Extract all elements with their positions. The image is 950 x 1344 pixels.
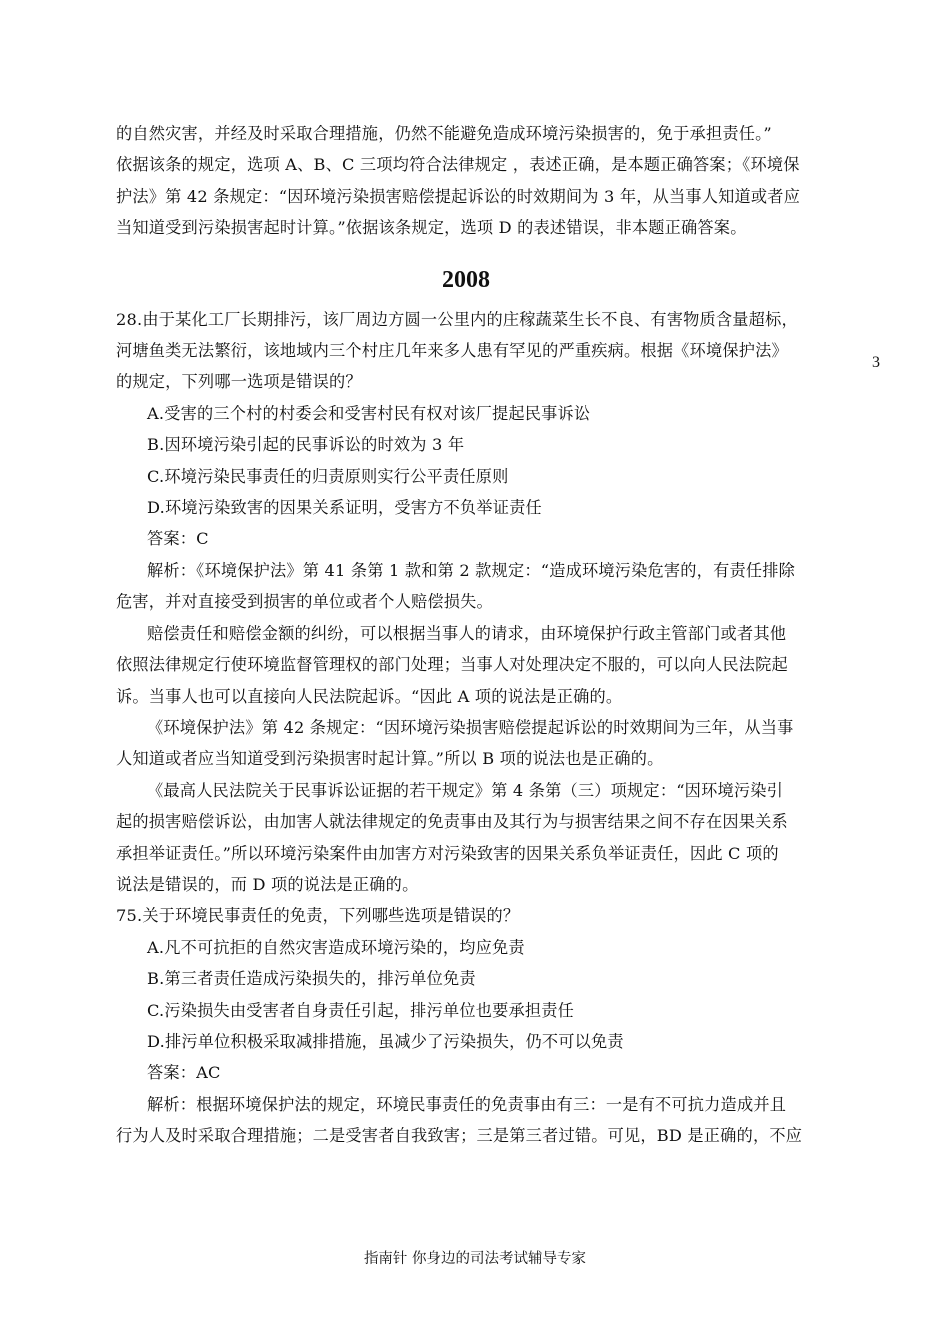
page-footer: 指南针 你身边的司法考试辅导专家	[363, 1251, 587, 1267]
text-line: 人知道或者应当知道受到污染损害时起计算。”所以 B 项的说法也是正确的。	[116, 749, 664, 769]
text-line: 依照法律规定行使环境监督管理权的部门处理；当事人对处理决定不服的，可以向人民法院起	[116, 655, 788, 675]
text-line: A.受害的三个村的村委会和受害村民有权对该厂提起民事诉讼	[147, 403, 591, 423]
text-line: 危害，并对直接受到损害的单位或者个人赔偿损失。	[116, 592, 493, 612]
text-line: 的规定，下列哪一选项是错误的？	[116, 372, 362, 392]
text-line: 《最高人民法院关于民事诉讼证据的若干规定》第 4 条第（三）项规定：“因环境污染引	[147, 780, 784, 800]
question-section	[116, 304, 816, 1152]
text-line: C.环境污染民事责任的归责原则实行公平责任原则	[147, 466, 509, 486]
text-line: D.排污单位积极采取减排措施，虽减少了污染损失，仍不可以免责	[147, 1031, 624, 1051]
text-line: 诉。当事人也可以直接向人民法院起诉。“因此 A 项的说法是正确的。	[116, 686, 623, 706]
text-line: 解析：根据环境保护法的规定，环境民事责任的免责事由有三：一是有不可抗力造成并且	[147, 1094, 787, 1114]
text-line: B.因环境污染引起的民事诉讼的时效为 3 年	[147, 435, 465, 455]
text-line: 《环境保护法》第 42 条规定：“因环境污染损害赔偿提起诉讼的时效期间为三年，从当事	[147, 717, 794, 737]
text-line: A.凡不可抗拒的自然灾害造成环境污染的，均应免责	[147, 937, 525, 957]
text-line: 起的损害赔偿诉讼，由加害人就法律规定的免责事由及其行为与损害结果之间不存在因果关系	[116, 812, 788, 832]
intro-paragraph	[116, 118, 816, 244]
text-line: 的自然灾害，并经及时采取合理措施，仍然不能避免造成环境污染损害的，免于承担责任。”	[116, 124, 772, 143]
text-line: 行为人及时采取合理措施；二是受害者自我致害；三是第三者过错。可见，BD 是正确的，不应	[116, 1126, 803, 1146]
text-line: 说法是错误的，而 D 项的说法是正确的。	[116, 874, 419, 894]
text-line: 河塘鱼类无法繁衍，该地域内三个村庄几年来多人患有罕见的严重疾病。根据《环境保护法》	[116, 341, 788, 361]
text-line: 答案：AC	[147, 1063, 221, 1083]
text-line: 28.由于某化工厂长期排污，该厂周边方圆一公里内的庄稼蔬菜生长不良、有害物质含量超标，	[116, 309, 798, 329]
text-line: 解析：《环境保护法》第 41 条第 1 款和第 2 款规定：“造成环境污染危害的，有责任排除	[147, 560, 796, 580]
text-line: 赔偿责任和赔偿金额的纠纷，可以根据当事人的请求，由环境保护行政主管部门或者其他	[147, 623, 787, 643]
text-line: 依据该条的规定，选项 A、B、C 三项均符合法律规定 ，表述正确，是本题正确答案；《环境保	[116, 155, 800, 175]
text-line: C.污染损失由受害者自身责任引起，排污单位也要承担责任	[147, 1000, 575, 1020]
text-line: 答案：C	[147, 529, 209, 549]
page-content	[116, 118, 816, 1152]
text-line: 75.关于环境民事责任的免责，下列哪些选项是错误的？	[116, 906, 520, 926]
page-number: 3	[872, 354, 880, 371]
text-line: B.第三者责任造成污染损失的，排污单位免责	[147, 969, 476, 989]
year-heading: 2008	[442, 266, 490, 293]
text-line: 承担举证责任。”所以环境污染案件由加害方对污染致害的因果关系负举证责任，因此 C 项的	[116, 843, 779, 863]
text-line: D.环境污染致害的因果关系证明，受害方不负举证责任	[147, 498, 542, 518]
text-line: 当知道受到污染损害起时计算。”依据该条规定，选项 D 的表述错误，非本题正确答案。	[116, 218, 747, 238]
text-line: 护法》第 42 条规定：“因环境污染损害赔偿提起诉讼的时效期间为 3 年，从当事人知道或者应	[116, 186, 801, 206]
